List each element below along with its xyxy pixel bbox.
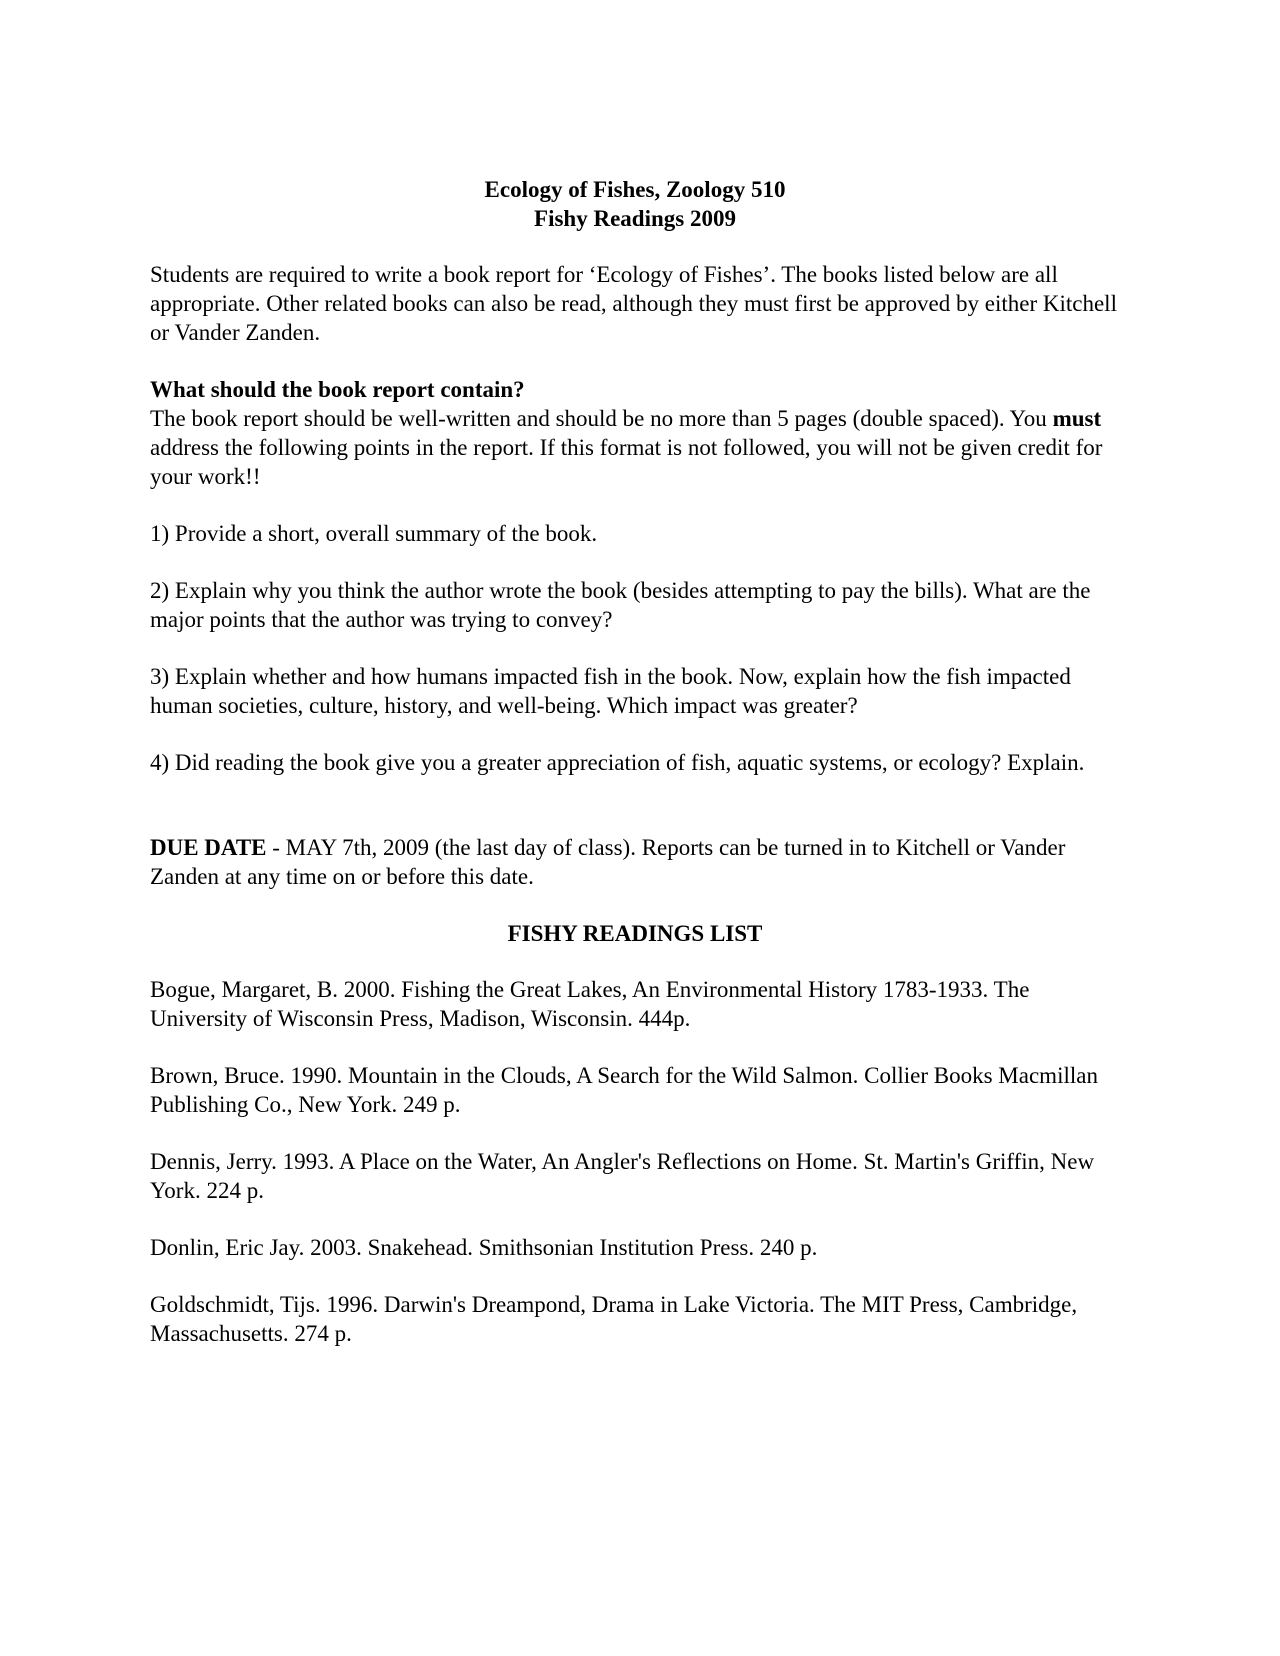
reading-item: Donlin, Eric Jay. 2003. Snakehead. Smithsonian Institution Press. 240 p. <box>150 1235 818 1260</box>
readings-title: FISHY READINGS LIST <box>507 921 763 946</box>
due-date-text: - MAY 7th, 2009 (the last day of class). Reports can be turned in to Kitchell or Vander Zanden at any time on or before this date. <box>150 835 1066 889</box>
report-section <box>150 375 1120 491</box>
point-item: 1) Provide a short, overall summary of the book. <box>150 521 598 546</box>
report-heading: What should the book report contain? <box>150 377 525 402</box>
report-text-before: The book report should be well-written and should be no more than 5 pages (double spaced). You <box>150 406 1053 431</box>
point-item: 3) Explain whether and how humans impacted fish in the book. Now, explain how the fish impacted human societies, culture, history, and well-being. Which impact was greater? <box>150 664 1071 718</box>
point-item: 4) Did reading the book give you a greater appreciation of fish, aquatic systems, or ecology? Explain. <box>150 750 1085 775</box>
reading-item: Brown, Bruce. 1990. Mountain in the Clouds, A Search for the Wild Salmon. Collier Books Macmillan Publishing Co., New York. 249 p. <box>150 1063 1098 1117</box>
reading-item: Bogue, Margaret, B. 2000. Fishing the Great Lakes, An Environmental History 1783-1933. The University of Wisconsin Press, Madison, Wisconsin. 444p. <box>150 977 1030 1031</box>
report-text-after: address the following points in the report. If this format is not followed, you will not be given credit for your work!! <box>150 435 1103 489</box>
title-line-2: Fishy Readings 2009 <box>534 206 736 231</box>
point-item: 2) Explain why you think the author wrote the book (besides attempting to pay the bills). What are the major points that the author was trying to convey? <box>150 578 1091 632</box>
report-emphasis: must <box>1052 406 1102 431</box>
document-page <box>150 175 1120 1376</box>
document-title <box>150 175 1120 233</box>
reading-item: Goldschmidt, Tijs. 1996. Darwin's Dreampond, Drama in Lake Victoria. The MIT Press, Cambridge, Massachusetts. 274 p. <box>150 1292 1078 1346</box>
report-instructions <box>150 404 1120 491</box>
reading-item: Dennis, Jerry. 1993. A Place on the Water, An Angler's Reflections on Home. St. Martin's Griffin, New York. 224 p. <box>150 1149 1095 1203</box>
due-date-label: DUE DATE <box>150 835 267 860</box>
title-line-1: Ecology of Fishes, Zoology 510 <box>484 177 786 202</box>
intro-paragraph: Students are required to write a book report for ‘Ecology of Fishes’. The books listed below are all appropriate. Other related books can also be read, although they must first be approved by either Kitchell or Vander Zanden. <box>150 262 1117 345</box>
due-date-paragraph <box>150 833 1120 891</box>
